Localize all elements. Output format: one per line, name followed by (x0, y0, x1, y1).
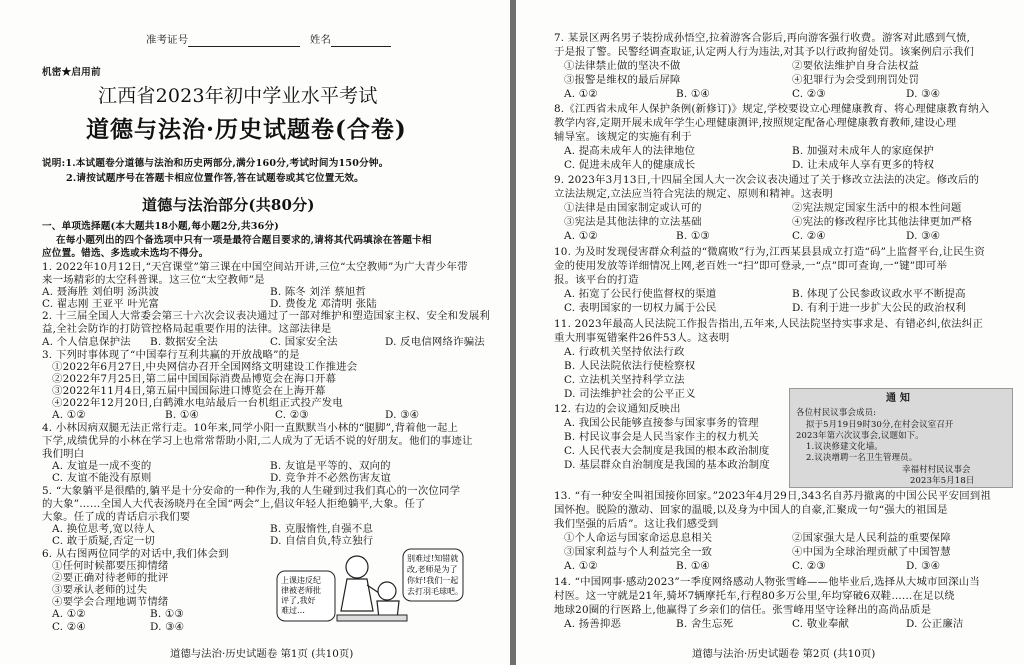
option: A. ①② (52, 409, 86, 421)
section-intro: 在每小题列出的四个备选项中只有一项是最符合题目要求的,请将其代码填涂在答题卡相 (56, 235, 432, 246)
option: D. ③④ (906, 230, 941, 242)
question-text: 7. 某景区两名男子装扮成孙悟空,拉着游客合影后,再向游客强行收费。游客对此感到气愤, (554, 32, 971, 44)
left-bubble-text: 上课违反纪 (281, 576, 321, 585)
question-text: 立法法规定,立法应当符合宪法的规定、原则和精神。这表明 (554, 188, 833, 200)
option: A. 聂海胜 刘伯明 汤洪波 (42, 286, 160, 298)
paper-title: 道德与法治·历史试题卷(合卷) (86, 116, 407, 143)
option: D. 司法维护社会的公平正义 (564, 388, 696, 400)
option: B. ①④ (165, 409, 199, 421)
question-text: 12. 右边的会议通知反映出 (554, 403, 681, 415)
statement: ④犯罪行为会受到刑罚处罚 (792, 74, 920, 86)
section-title: 道德与法治部分(共80分) (142, 196, 315, 214)
question-text: 国怀抱。脱险的激动、回家的温暖,以及身为中国人的自豪,汇聚成一句“强大的祖国是 (554, 504, 948, 516)
statement: ④要学会合理地调节情绪 (52, 596, 169, 608)
option: B. ①④ (676, 560, 710, 572)
question-text: 的大象”……全国人大代表汤晓丹在全国“两会”上,倡议年轻人拒绝躺平,大象。任了 (42, 498, 426, 510)
exam-page-1 (0, 0, 510, 665)
question-text: 来一场精彩的太空科普课。这三位“太空教师”是 (42, 274, 265, 286)
question-text: 6. 从右图两位同学的对话中,我们体会到 (42, 548, 229, 560)
option: A. 拓宽了公民行使监督权的渠道 (564, 288, 717, 300)
question-text: 村医。这一守就是21年,骑坏7辆摩托车,行程80多万公里,年均穿破6双鞋……在足以绕 (554, 590, 955, 602)
section-intro: 应位置。错选、多选或未选均不得分。 (42, 248, 209, 259)
question-text: 3. 下列时事体现了“中国奉行互利共赢的开放战略”的是 (42, 349, 300, 361)
student-standing-figure (346, 556, 368, 578)
statement: ②要依法维护自身合法权益 (792, 60, 920, 72)
option: A. ①② (564, 230, 598, 242)
statement: ③国家利益与个人利益完全一致 (564, 546, 713, 558)
question-text: 5. “大象躺平是很酷的,躺平是十分安命的一种作为,我的人生碰到过我们真心的一次位同学 (42, 485, 461, 497)
option: C. ②③ (275, 409, 309, 421)
page-footer: 道德与法治·历史试题卷 第2页 (共10页) (692, 648, 876, 660)
statement: ③报警是维权的最后屏障 (564, 74, 681, 86)
option: D. 费俊龙 邓清明 张陆 (270, 298, 377, 310)
statement: ①2022年6月27日,中央网信办召开全国网络文明建设工作推进会 (52, 361, 358, 373)
question-text: 报。该平台的打造 (554, 274, 639, 286)
statement: ③2022年11月4日,第五届中国国际进口博览会在上海开幕 (52, 385, 326, 397)
statement: ④中国为全球治理贡献了中国智慧 (792, 546, 951, 558)
option: C. ②③ (792, 560, 826, 572)
option: C. ②④ (52, 621, 86, 633)
section-intro: 一、单项选择题(本大题共18小题,每小题2分,共36分) (42, 221, 280, 232)
option: D. 让未成年人享有更多的特权 (792, 159, 935, 171)
notice-body: 2.议决增聘一名卫生管理员。 (806, 452, 918, 462)
statement: ②2022年7月25日,第二届中国国际消费品博览会在海口开幕 (52, 373, 337, 385)
notice-greeting: 各位村民议事会成员: (796, 407, 877, 417)
left-bubble-text: 律被老师批 (281, 586, 321, 595)
option: A. 行政机关坚持依法行政 (564, 346, 685, 358)
option: A. 个人信息保护法 (42, 336, 131, 348)
statement: ②要正确对待老师的批评 (52, 572, 169, 584)
notice-signature: 幸福村村民议事会 (902, 464, 971, 474)
option: A. ①② (52, 608, 86, 620)
option: D. 基层群众自治制度是我国的基本政治制度 (564, 459, 770, 471)
option: C. 敢于质疑,否定一切 (52, 535, 156, 547)
option: A. ①② (564, 88, 598, 100)
notice-body: 拟于5月19日9时30分,在村会议室召开 (806, 419, 954, 429)
option: D. 有利于进一步扩大公民的政治权利 (792, 302, 967, 314)
notice-body: 2023年第六次议事会,议题如下。 (796, 430, 924, 440)
option: C. 翟志刚 王亚平 叶光富 (42, 298, 160, 310)
question-text: 13. “有一种安全叫祖国接你回家。”2023年4月29日,343名自苏丹撤离的中国公民平安回到祖 (554, 490, 991, 502)
exam-number-field: 准考证号 姓名 (146, 34, 391, 47)
student-dialogue-cartoon (275, 545, 465, 625)
option: D. ③④ (150, 621, 185, 633)
meeting-notice (789, 388, 1013, 488)
student-sitting-figure (378, 582, 396, 600)
secret-label: 机密★启用前 (42, 67, 101, 78)
statement: ④2022年12月20日,白鹤滩水电站最后一台机组正式投产发电 (52, 397, 343, 409)
option: C. 友谊不能没有原则 (52, 472, 152, 484)
right-bubble-text: 别难过!知错就 (407, 554, 459, 563)
option: B. 人民法院依法行使检察权 (564, 360, 696, 372)
page-footer: 道德与法治·历史试题卷 第1页 (共10页) (170, 648, 354, 660)
option: B. 友谊是平等的、双向的 (270, 460, 391, 472)
exam-page-2 (516, 0, 1024, 665)
question-text: 大象。任了成的青话启示我们要 (42, 511, 191, 523)
left-bubble-text: 评了,我好 (281, 596, 316, 605)
option: A. 扬善抑恶 (564, 618, 622, 630)
option: C. 立法机关坚持科学立法 (564, 374, 685, 386)
question-text: 重大刑事冤错案件26件53人。这表明 (554, 332, 730, 344)
exam-title: 江西省2023年初中学业水平考试 (98, 85, 378, 107)
option: B. ①③ (150, 608, 184, 620)
option: D. ③④ (906, 88, 941, 100)
option: A. ①② (564, 560, 598, 572)
option: B. 体现了公民参政议政水平不断提高 (792, 288, 966, 300)
option: D. ③④ (385, 409, 420, 421)
question-text: 我们明白 (42, 448, 85, 460)
statement: ①法律禁止做的坚决不做 (564, 60, 681, 72)
statement: ②宪法规定国家生活中的根本性问题 (792, 202, 962, 214)
statement: ③宪法是其他法律的立法基础 (564, 216, 702, 228)
option: C. ②④ (792, 230, 826, 242)
question-text: 14. “中国网事·感动2023”一季度网络感动人物张雪峰——他毕业后,选择从大城市回深山当 (554, 576, 980, 588)
question-text: 8.《江西省未成年人保护条例(新修订)》规定,学校要设立心理健康教育、将心理健康教育纳入 (554, 103, 990, 115)
question-text: 我们坚强的后盾”。这让我们感受到 (554, 518, 719, 530)
left-bubble-text: 难过… (281, 606, 305, 615)
notice-title: 通 知 (886, 393, 911, 404)
question-text: 4. 小林因病双腿无法正常行走。10年来,同学小阳一直默默当小林的“腿脚”,背着他一起上 (42, 422, 459, 434)
question-text: 9. 2023年3月13日,十四届全国人大一次会议表决通过了关于修改立法法的决定。修改后的 (554, 174, 980, 186)
option: A. 友谊是一成不变的 (52, 460, 152, 472)
instruction-1: 说明:1.本试题卷分道德与法治和历史两部分,满分160分,考试时间为150分钟。 (42, 158, 389, 169)
option: D. 竞争并不必然伤害友谊 (270, 472, 392, 484)
question-text: 10. 为及时发现侵害群众利益的“微腐败”行为,江西某县县成立打造“码”上监督平台,让民生资 (554, 246, 985, 258)
statement: ①法律是由国家制定或认可的 (564, 202, 702, 214)
question-text: 2. 十三届全国人大常委会第三十六次会议表决通过了一部对维护和塑造国家主权、安全和发展利益,全社会防诈的打防管控格局起重要作用的法律。这部法律是 (42, 310, 491, 335)
right-bubble-text: 去打羽毛球吧。 (407, 587, 463, 596)
instruction-2: 2.请按试题序号在答题卡相应位置作答,答在试题卷或其它位置无效。 (66, 173, 364, 184)
question-text: 下学,成绩优异的小林在学习上也常常帮助小阳,二人成为了无话不说的好朋友。他们的事迹让 (42, 435, 473, 447)
option: D. ③④ (906, 560, 941, 572)
option: B. ①④ (676, 88, 710, 100)
option: B. 克服惰性,自强不息 (270, 523, 374, 535)
right-bubble-text: 改,老师是为了 (407, 565, 458, 574)
question-text: 于是报了警。民警经调查取证,认定两人行为违法,对其予以行政拘留处罚。该案例启示我们 (554, 46, 975, 58)
option: B. 舍生忘死 (676, 618, 734, 630)
question-text: 地球20圈的行医路上,他赢得了乡亲们的信任。张雪峰用坚守诠释出的高尚品质是 (554, 604, 932, 616)
option: C. 国家安全法 (270, 336, 338, 348)
statement: ②国家强大是人民利益的重要保障 (792, 532, 951, 544)
option: D. 自信自负,特立独行 (270, 535, 374, 547)
question-text: 辅导室。该规定的实施有利于 (554, 131, 692, 143)
option: C. 人民代表大会制度是我国的根本政治制度 (564, 445, 770, 457)
option: C. 敬业奉献 (792, 618, 850, 630)
option: D. 反电信网络诈骗法 (385, 336, 485, 348)
option: D. 公正廉洁 (906, 618, 964, 630)
question-text: 1. 2022年10月12日,“天宫课堂”第三课在中国空间站开讲,三位“太空教师”为广大青少年带 (42, 261, 468, 273)
option: B. ①③ (676, 230, 710, 242)
notice-date: 2023年5月18日 (910, 475, 975, 485)
statement: ①任何时候都要压抑情绪 (52, 560, 169, 572)
option: B. 数据安全法 (150, 336, 218, 348)
statement: ④宪法的修改程序比其他法律更加严格 (792, 216, 973, 228)
option: B. 加强对未成年人的家庭保护 (792, 145, 934, 157)
option: C. 促进未成年人的健康成长 (564, 159, 696, 171)
option: A. 我国公民能够直接参与国家事务的管理 (564, 417, 759, 429)
desk (337, 615, 407, 621)
notice-body: 1.议决修建文化墙。 (806, 441, 883, 451)
option: A. 提高未成年人的法律地位 (564, 145, 696, 157)
option: C. 表明国家的一切权力属于公民 (564, 302, 717, 314)
statement: ①个人命运与国家命运息息相关 (564, 532, 713, 544)
option: C. ②③ (792, 88, 826, 100)
option: B. 村民议事会是人民当家作主的权力机关 (564, 431, 759, 443)
right-bubble-text: 你好!我们一起 (407, 576, 459, 585)
question-text: 教学内容,定期开展未成年学生心理健康测评,按照规定配备心理健康教育教师,建设心理 (554, 117, 957, 129)
question-text: 金的使用发放等详细情况上网,老百姓一“扫”即可登录,一“点”即可查询,一“键”即可举 (554, 260, 948, 272)
question-text: 11. 2023年最高人民法院工作报告指出,五年来,人民法院坚持实事求是、有错必纠,依法纠正 (554, 318, 984, 330)
statement: ③要承认老师的过失 (52, 584, 148, 596)
option: B. 陈冬 刘洋 蔡旭哲 (270, 286, 366, 298)
option: A. 换位思考,宽以待人 (52, 523, 155, 535)
